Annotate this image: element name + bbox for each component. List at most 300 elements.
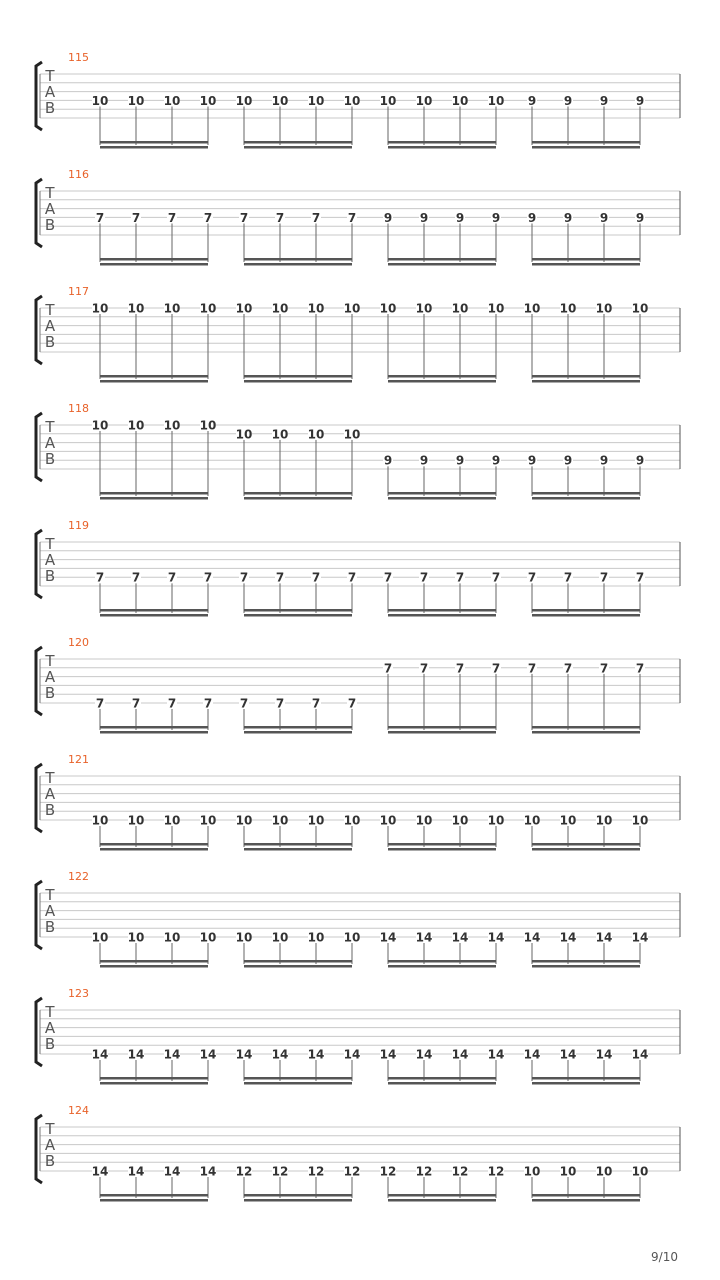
fret-number: 14	[595, 930, 613, 945]
fret-number: 10	[163, 813, 181, 828]
fret-number: 7	[419, 570, 429, 585]
beam	[244, 263, 352, 266]
beam	[244, 726, 352, 729]
beam	[532, 492, 640, 495]
fret-number: 10	[451, 301, 469, 316]
fret-number: 10	[91, 301, 109, 316]
fret-number: 9	[635, 453, 645, 468]
beam	[388, 843, 496, 846]
tab-clef-letter: T	[45, 301, 55, 319]
fret-number: 14	[523, 1047, 541, 1062]
fret-number: 14	[271, 1047, 289, 1062]
fret-number: 7	[347, 696, 357, 711]
fret-number: 9	[491, 453, 501, 468]
beam	[388, 263, 496, 266]
tab-clef-letter: B	[44, 1152, 56, 1170]
fret-number: 12	[235, 1164, 253, 1179]
beam	[100, 1077, 208, 1080]
beam	[388, 375, 496, 378]
fret-number: 7	[95, 210, 105, 225]
tab-clef-letter: T	[45, 1003, 55, 1021]
fret-number: 7	[383, 570, 393, 585]
beam	[100, 1082, 208, 1085]
beam	[388, 965, 496, 968]
beam	[388, 1077, 496, 1080]
beam	[244, 848, 352, 851]
beam	[244, 258, 352, 261]
fret-number: 10	[199, 301, 217, 316]
tab-clef-letter: B	[44, 99, 56, 117]
beam	[100, 609, 208, 612]
fret-number: 14	[307, 1047, 325, 1062]
fret-number: 9	[527, 93, 537, 108]
tab-system	[36, 1104, 680, 1202]
system-bracket	[36, 647, 42, 715]
fret-number: 14	[415, 930, 433, 945]
fret-number: 10	[343, 930, 361, 945]
fret-number: 7	[635, 570, 645, 585]
fret-number: 14	[91, 1047, 109, 1062]
fret-number: 10	[199, 93, 217, 108]
tab-clef-letter: A	[44, 551, 56, 569]
beam	[244, 1082, 352, 1085]
beam	[244, 146, 352, 149]
fret-number: 7	[275, 696, 285, 711]
fret-number: 9	[563, 453, 573, 468]
fret-number: 7	[203, 210, 213, 225]
tab-clef-letter: A	[44, 668, 56, 686]
fret-number: 10	[127, 930, 145, 945]
fret-number: 10	[163, 930, 181, 945]
beam	[532, 380, 640, 383]
beam	[244, 375, 352, 378]
beam	[100, 492, 208, 495]
fret-number: 7	[167, 570, 177, 585]
fret-number: 10	[235, 93, 253, 108]
fret-number: 14	[451, 930, 469, 945]
fret-number: 14	[235, 1047, 253, 1062]
fret-number: 10	[127, 301, 145, 316]
fret-number: 10	[307, 93, 325, 108]
tab-clef-letter: B	[44, 216, 56, 234]
beam	[244, 141, 352, 144]
fret-number: 7	[563, 661, 573, 676]
tab-clef-letter: A	[44, 1019, 56, 1037]
fret-number: 9	[635, 210, 645, 225]
beam	[532, 141, 640, 144]
fret-number: 10	[163, 418, 181, 433]
tab-clef-letter: T	[45, 184, 55, 202]
fret-number: 12	[343, 1164, 361, 1179]
beam	[388, 146, 496, 149]
beam	[100, 614, 208, 617]
fret-number: 10	[163, 93, 181, 108]
fret-number: 14	[451, 1047, 469, 1062]
fret-number: 10	[487, 813, 505, 828]
fret-number: 10	[343, 427, 361, 442]
fret-number: 7	[347, 570, 357, 585]
fret-number: 12	[451, 1164, 469, 1179]
tab-system	[36, 51, 680, 149]
fret-number: 7	[527, 661, 537, 676]
beam	[100, 848, 208, 851]
fret-number: 7	[635, 661, 645, 676]
fret-number: 14	[163, 1047, 181, 1062]
fret-number: 7	[203, 696, 213, 711]
tab-clef-letter: B	[44, 333, 56, 351]
fret-number: 14	[487, 930, 505, 945]
beam	[388, 497, 496, 500]
fret-number: 7	[563, 570, 573, 585]
tab-clef-letter: T	[45, 652, 55, 670]
beam	[388, 492, 496, 495]
fret-number: 7	[491, 570, 501, 585]
beam	[388, 614, 496, 617]
fret-number: 7	[167, 210, 177, 225]
beam	[388, 609, 496, 612]
measure-number: 120	[68, 636, 89, 649]
fret-number: 14	[199, 1047, 217, 1062]
fret-number: 10	[559, 301, 577, 316]
tab-clef-letter: B	[44, 918, 56, 936]
tab-clef-letter: T	[45, 418, 55, 436]
tab-clef-letter: A	[44, 317, 56, 335]
fret-number: 10	[199, 813, 217, 828]
tab-clef-letter: B	[44, 567, 56, 585]
fret-number: 10	[343, 813, 361, 828]
fret-number: 9	[383, 210, 393, 225]
beam	[388, 1082, 496, 1085]
fret-number: 10	[235, 301, 253, 316]
system-bracket	[36, 413, 42, 481]
fret-number: 10	[523, 813, 541, 828]
beam	[100, 497, 208, 500]
measure-number: 123	[68, 987, 89, 1000]
fret-number: 7	[95, 696, 105, 711]
measure-number: 119	[68, 519, 89, 532]
beam	[244, 614, 352, 617]
fret-number: 9	[563, 210, 573, 225]
beam	[532, 731, 640, 734]
beam	[532, 960, 640, 963]
beam	[532, 258, 640, 261]
fret-number: 10	[127, 418, 145, 433]
fret-number: 12	[379, 1164, 397, 1179]
fret-number: 10	[271, 301, 289, 316]
fret-number: 10	[271, 427, 289, 442]
fret-number: 9	[599, 453, 609, 468]
fret-number: 7	[599, 570, 609, 585]
fret-number: 10	[595, 813, 613, 828]
fret-number: 10	[631, 301, 649, 316]
beam	[244, 609, 352, 612]
fret-number: 14	[631, 930, 649, 945]
fret-number: 7	[455, 661, 465, 676]
fret-number: 14	[523, 930, 541, 945]
fret-number: 10	[487, 301, 505, 316]
beam	[100, 375, 208, 378]
beam	[532, 614, 640, 617]
fret-number: 14	[163, 1164, 181, 1179]
fret-number: 14	[631, 1047, 649, 1062]
fret-number: 7	[95, 570, 105, 585]
beam	[100, 843, 208, 846]
fret-number: 10	[91, 813, 109, 828]
fret-number: 9	[599, 93, 609, 108]
fret-number: 10	[451, 93, 469, 108]
tab-system	[36, 285, 680, 383]
beam	[100, 965, 208, 968]
fret-number: 10	[91, 930, 109, 945]
fret-number: 9	[527, 453, 537, 468]
fret-number: 10	[307, 427, 325, 442]
tab-clef-letter: T	[45, 535, 55, 553]
system-bracket	[36, 881, 42, 949]
fret-number: 10	[199, 418, 217, 433]
fret-number: 10	[127, 93, 145, 108]
fret-number: 14	[415, 1047, 433, 1062]
system-bracket	[36, 764, 42, 832]
measure-number: 122	[68, 870, 89, 883]
fret-number: 7	[491, 661, 501, 676]
measure-number: 116	[68, 168, 89, 181]
beam	[532, 848, 640, 851]
fret-number: 10	[271, 813, 289, 828]
tab-clef-letter: B	[44, 450, 56, 468]
fret-number: 7	[275, 570, 285, 585]
fret-number: 10	[415, 301, 433, 316]
fret-number: 10	[235, 813, 253, 828]
fret-number: 10	[307, 813, 325, 828]
tab-clef-letter: A	[44, 902, 56, 920]
fret-number: 7	[527, 570, 537, 585]
measure-number: 118	[68, 402, 89, 415]
beam	[100, 141, 208, 144]
measure-number: 117	[68, 285, 89, 298]
tab-clef-letter: T	[45, 67, 55, 85]
beam	[100, 726, 208, 729]
beam	[532, 965, 640, 968]
fret-number: 7	[131, 570, 141, 585]
fret-number: 7	[131, 210, 141, 225]
beam	[388, 960, 496, 963]
beam	[532, 1199, 640, 1202]
fret-number: 12	[307, 1164, 325, 1179]
fret-number: 9	[599, 210, 609, 225]
tab-system	[36, 636, 680, 734]
fret-number: 10	[271, 930, 289, 945]
fret-number: 10	[523, 301, 541, 316]
tab-clef-letter: B	[44, 684, 56, 702]
tab-system	[36, 519, 680, 617]
fret-number: 10	[487, 93, 505, 108]
tab-system	[36, 402, 680, 500]
fret-number: 10	[343, 301, 361, 316]
fret-number: 7	[239, 570, 249, 585]
tab-system	[36, 753, 680, 851]
fret-number: 12	[415, 1164, 433, 1179]
fret-number: 10	[91, 418, 109, 433]
fret-number: 14	[199, 1164, 217, 1179]
fret-number: 10	[199, 930, 217, 945]
system-bracket	[36, 530, 42, 598]
fret-number: 7	[239, 210, 249, 225]
fret-number: 14	[559, 930, 577, 945]
fret-number: 9	[455, 210, 465, 225]
tab-clef-letter: T	[45, 769, 55, 787]
fret-number: 7	[311, 210, 321, 225]
beam	[244, 1077, 352, 1080]
beam	[100, 263, 208, 266]
fret-number: 14	[127, 1047, 145, 1062]
beam	[388, 1199, 496, 1202]
beam	[244, 731, 352, 734]
fret-number: 14	[595, 1047, 613, 1062]
fret-number: 14	[91, 1164, 109, 1179]
fret-number: 10	[127, 813, 145, 828]
measure-number: 124	[68, 1104, 89, 1117]
beam	[532, 1194, 640, 1197]
tab-clef-letter: A	[44, 200, 56, 218]
fret-number: 10	[523, 1164, 541, 1179]
tab-system	[36, 987, 680, 1085]
fret-number: 10	[307, 930, 325, 945]
fret-number: 10	[163, 301, 181, 316]
fret-number: 10	[271, 93, 289, 108]
tab-clef-letter: B	[44, 1035, 56, 1053]
beam	[244, 380, 352, 383]
fret-number: 10	[631, 1164, 649, 1179]
tab-clef-letter: A	[44, 1136, 56, 1154]
fret-number: 10	[415, 93, 433, 108]
system-bracket	[36, 179, 42, 247]
fret-number: 14	[379, 1047, 397, 1062]
fret-number: 10	[559, 813, 577, 828]
fret-number: 10	[91, 93, 109, 108]
beam	[388, 726, 496, 729]
fret-number: 10	[595, 1164, 613, 1179]
system-bracket	[36, 62, 42, 130]
fret-number: 9	[527, 210, 537, 225]
fret-number: 10	[379, 813, 397, 828]
beam	[532, 497, 640, 500]
beam	[244, 843, 352, 846]
fret-number: 14	[379, 930, 397, 945]
fret-number: 7	[599, 661, 609, 676]
tab-clef-letter: A	[44, 83, 56, 101]
fret-number: 7	[311, 696, 321, 711]
tab-clef-letter: B	[44, 801, 56, 819]
beam	[532, 263, 640, 266]
fret-number: 7	[347, 210, 357, 225]
system-bracket	[36, 296, 42, 364]
beam	[532, 146, 640, 149]
tab-clef-letter: T	[45, 886, 55, 904]
beam	[100, 380, 208, 383]
fret-number: 10	[235, 427, 253, 442]
fret-number: 10	[235, 930, 253, 945]
beam	[388, 848, 496, 851]
beam	[100, 1194, 208, 1197]
fret-number: 9	[455, 453, 465, 468]
tab-clef-letter: A	[44, 785, 56, 803]
beam	[388, 258, 496, 261]
fret-number: 10	[343, 93, 361, 108]
fret-number: 9	[419, 210, 429, 225]
fret-number: 10	[379, 93, 397, 108]
fret-number: 7	[383, 661, 393, 676]
beam	[532, 843, 640, 846]
beam	[532, 375, 640, 378]
beam	[100, 960, 208, 963]
page-number: 9/10	[651, 1250, 678, 1264]
beam	[532, 609, 640, 612]
beam	[244, 1199, 352, 1202]
beam	[100, 146, 208, 149]
fret-number: 7	[203, 570, 213, 585]
beam	[244, 492, 352, 495]
fret-number: 7	[131, 696, 141, 711]
fret-number: 12	[271, 1164, 289, 1179]
fret-number: 7	[275, 210, 285, 225]
beam	[244, 497, 352, 500]
fret-number: 7	[167, 696, 177, 711]
fret-number: 10	[595, 301, 613, 316]
fret-number: 10	[451, 813, 469, 828]
beam	[100, 1199, 208, 1202]
beam	[100, 731, 208, 734]
beam	[244, 965, 352, 968]
beam	[388, 731, 496, 734]
beam	[388, 380, 496, 383]
fret-number: 10	[307, 301, 325, 316]
tab-clef-letter: A	[44, 434, 56, 452]
tab-system	[36, 870, 680, 968]
fret-number: 9	[419, 453, 429, 468]
fret-number: 12	[487, 1164, 505, 1179]
fret-number: 10	[631, 813, 649, 828]
fret-number: 9	[563, 93, 573, 108]
beam	[388, 1194, 496, 1197]
fret-number: 10	[415, 813, 433, 828]
beam	[388, 141, 496, 144]
fret-number: 9	[635, 93, 645, 108]
measure-number: 121	[68, 753, 89, 766]
beam	[532, 726, 640, 729]
tab-clef-letter: T	[45, 1120, 55, 1138]
fret-number: 14	[343, 1047, 361, 1062]
fret-number: 14	[487, 1047, 505, 1062]
measure-number: 115	[68, 51, 89, 64]
fret-number: 7	[419, 661, 429, 676]
fret-number: 7	[239, 696, 249, 711]
fret-number: 9	[383, 453, 393, 468]
fret-number: 9	[491, 210, 501, 225]
beam	[532, 1077, 640, 1080]
fret-number: 7	[455, 570, 465, 585]
beam	[100, 258, 208, 261]
fret-number: 10	[379, 301, 397, 316]
beam	[244, 1194, 352, 1197]
fret-number: 14	[127, 1164, 145, 1179]
fret-number: 14	[559, 1047, 577, 1062]
fret-number: 7	[311, 570, 321, 585]
tab-system	[36, 168, 680, 266]
beam	[532, 1082, 640, 1085]
system-bracket	[36, 1115, 42, 1183]
system-bracket	[36, 998, 42, 1066]
beam	[244, 960, 352, 963]
